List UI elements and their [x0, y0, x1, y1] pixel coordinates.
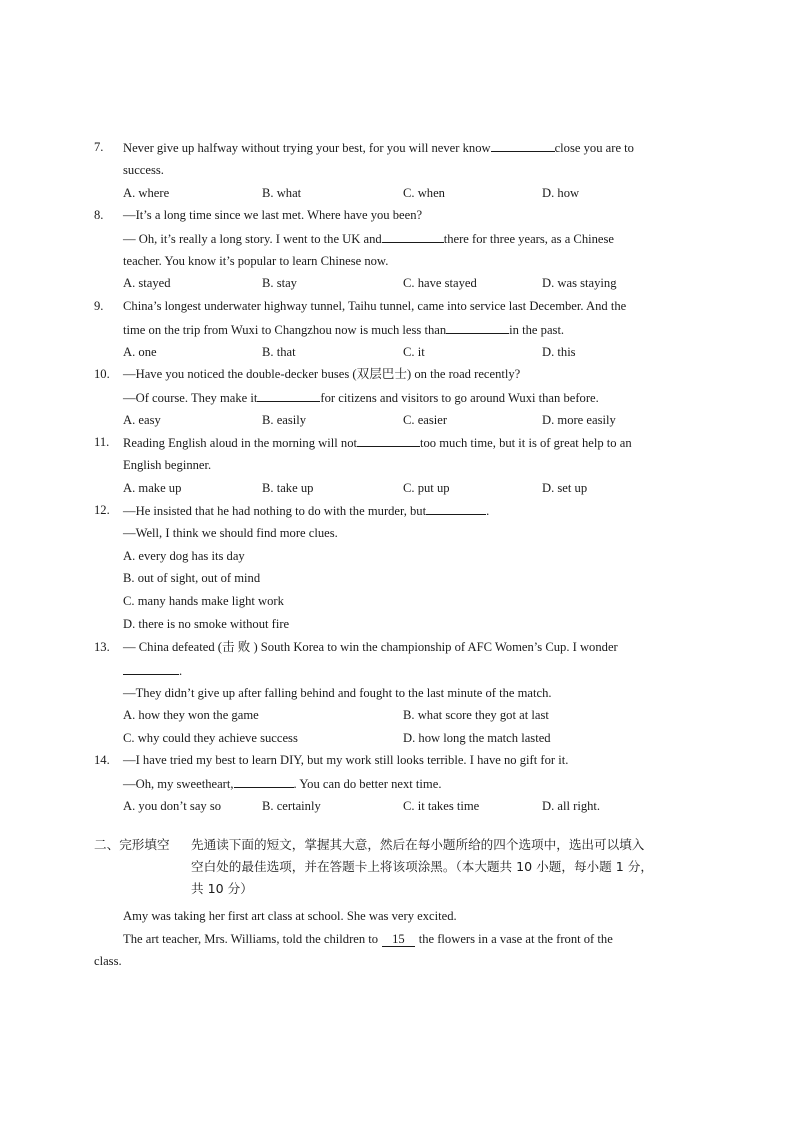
- question-text: —They didn’t give up after falling behind and fought to the last minute of the match.: [123, 685, 552, 700]
- answer-option[interactable]: B. what: [262, 185, 302, 200]
- question-text: —Have you noticed the double-decker buses (双层巴士) on the road recently?: [123, 367, 521, 381]
- question-text: — Oh, it’s really a long story. I went to the UK and: [123, 231, 382, 246]
- answer-blank: [357, 434, 420, 447]
- question-number: 7.: [94, 140, 104, 154]
- question-text: English beginner.: [123, 457, 212, 472]
- question-text: success.: [123, 162, 164, 177]
- answer-blank: [234, 775, 294, 788]
- question-text: Reading English aloud in the morning will not: [123, 436, 358, 450]
- question-number: 12.: [94, 503, 110, 517]
- question-text: —Well, I think we should find more clues.: [123, 525, 338, 540]
- answer-blank: [426, 502, 486, 515]
- question-text-line: [123, 752, 568, 768]
- answer-option[interactable]: B. out of sight, out of mind: [123, 571, 261, 586]
- answer-option[interactable]: A. you don’t say so: [123, 798, 222, 813]
- question-number: 11.: [94, 435, 110, 449]
- question-text: time on the trip from Wuxi to Changzhou now is much less than: [123, 322, 447, 337]
- answer-option[interactable]: D. how long the match lasted: [403, 731, 551, 746]
- answer-blank: [382, 230, 444, 243]
- question-text-line: [123, 662, 182, 679]
- question-text: — China defeated (击 败 ) South Korea to win the championship of AFC Women’s Cup. I wonder: [123, 640, 618, 654]
- answer-blank: [123, 662, 179, 675]
- answer-option[interactable]: B. that: [262, 344, 296, 359]
- question-text: teacher. You know it’s popular to learn Chinese now.: [123, 253, 389, 268]
- question-text: . You can do better next time.: [293, 776, 442, 791]
- answer-option[interactable]: D. set up: [542, 480, 588, 495]
- question-text-line: [123, 389, 599, 406]
- passage-paragraph: Amy was taking her first art class at school. She was very excited.: [123, 909, 457, 923]
- question-text: for citizens and visitors to go around Wuxi than before.: [320, 390, 599, 405]
- answer-option[interactable]: D. was staying: [542, 276, 617, 291]
- question-text: Never give up halfway without trying your best, for you will never know: [123, 141, 491, 155]
- section-instructions: 共 10 分）: [191, 881, 253, 896]
- question-text-line: [123, 253, 388, 269]
- answer-option[interactable]: A. every dog has its day: [123, 548, 245, 563]
- section-heading: 二、完形填空: [94, 837, 170, 852]
- question-text-line: [123, 230, 614, 247]
- passage-paragraph: class.: [94, 954, 122, 968]
- question-text-line: [123, 685, 552, 701]
- answer-option[interactable]: C. put up: [403, 480, 450, 495]
- question-text: in the past.: [509, 322, 565, 337]
- passage-paragraph: [123, 931, 613, 947]
- question-text-line: [123, 639, 618, 655]
- section-instructions: 空白处的最佳选项，并在答题卡上将该项涂黑。（本大题共 10 小题，每小题 1 分，: [191, 859, 653, 874]
- question-number: 10.: [94, 367, 110, 381]
- answer-blank: [446, 321, 509, 334]
- question-text-line: [123, 162, 164, 178]
- question-text-line: [123, 457, 211, 473]
- answer-option[interactable]: B. take up: [262, 480, 314, 495]
- answer-option[interactable]: C. have stayed: [403, 276, 477, 291]
- answer-option[interactable]: D. there is no smoke without fire: [123, 617, 290, 631]
- answer-option[interactable]: C. why could they achieve success: [123, 731, 298, 746]
- question-text-line: [123, 525, 338, 541]
- answer-option[interactable]: B. what score they got at last: [403, 708, 549, 723]
- answer-option[interactable]: D. how: [542, 185, 580, 200]
- question-text-line: [123, 139, 634, 156]
- answer-option[interactable]: D. this: [542, 344, 576, 359]
- question-text-line: [123, 321, 564, 338]
- question-text: —It’s a long time since we last met. Where have you been?: [123, 208, 423, 222]
- answer-option[interactable]: C. it takes time: [403, 798, 480, 813]
- question-number: 9.: [94, 299, 104, 313]
- question-text-line: [123, 298, 626, 314]
- question-number: 8.: [94, 208, 104, 222]
- answer-option[interactable]: B. certainly: [262, 798, 321, 813]
- question-text-line: [123, 366, 520, 382]
- passage-text: The art teacher, Mrs. Williams, told the children to: [123, 932, 379, 946]
- question-number: 13.: [94, 640, 110, 654]
- answer-option[interactable]: A. how they won the game: [123, 708, 259, 723]
- answer-option[interactable]: B. easily: [262, 412, 307, 427]
- answer-option[interactable]: D. more easily: [542, 412, 616, 427]
- question-text: close you are to: [554, 141, 634, 155]
- answer-option[interactable]: A. make up: [123, 480, 182, 495]
- answer-blank: [257, 389, 320, 402]
- question-text: —Of course. They make it: [123, 390, 258, 405]
- answer-option[interactable]: A. where: [123, 185, 170, 200]
- answer-option[interactable]: C. easier: [403, 412, 448, 427]
- answer-option[interactable]: A. easy: [123, 412, 161, 427]
- question-text: .: [486, 504, 490, 518]
- question-text: .: [179, 663, 183, 678]
- question-text: too much time, but it is of great help to an: [420, 436, 632, 450]
- question-text-line: [123, 207, 422, 223]
- question-number: 14.: [94, 753, 110, 767]
- question-text-line: [123, 434, 632, 451]
- question-text-line: [123, 502, 489, 519]
- answer-option[interactable]: C. when: [403, 185, 445, 200]
- question-text-line: [123, 775, 441, 792]
- question-text: there for three years, as a Chinese: [443, 231, 615, 246]
- question-text: China’s longest underwater highway tunnel, Taihu tunnel, came into service last December. And the: [123, 299, 627, 313]
- answer-option[interactable]: B. stay: [262, 276, 297, 291]
- question-text: —I have tried my best to learn DIY, but my work still looks terrible. I have no gift for it.: [123, 753, 569, 767]
- question-text: —Oh, my sweetheart,: [123, 776, 234, 791]
- answer-option[interactable]: D. all right.: [542, 798, 601, 813]
- answer-blank: [491, 139, 555, 152]
- answer-option[interactable]: C. many hands make light work: [123, 594, 284, 609]
- answer-option[interactable]: A. stayed: [123, 276, 171, 291]
- cloze-blank-15: 15: [382, 932, 415, 947]
- section-instructions: 先通读下面的短文，掌握其大意，然后在每小题所给的四个选项中，选出可以填入: [191, 837, 645, 852]
- passage-text: the flowers in a vase at the front of the: [418, 932, 613, 946]
- answer-option[interactable]: C. it: [403, 344, 425, 359]
- question-text: —He insisted that he had nothing to do with the murder, but: [123, 504, 427, 518]
- answer-option[interactable]: A. one: [123, 344, 157, 359]
